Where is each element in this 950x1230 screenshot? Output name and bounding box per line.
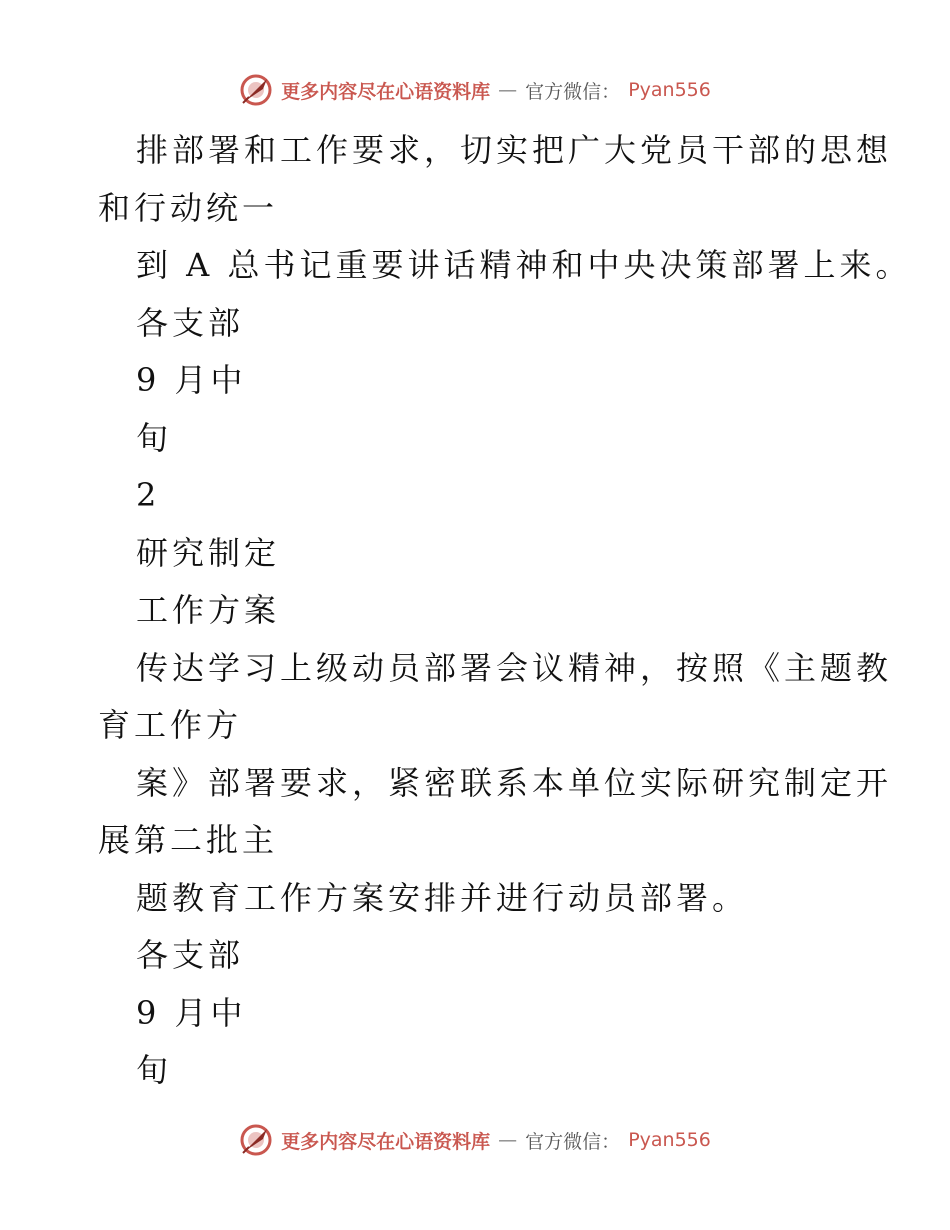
body-line: 各支部 (136, 936, 245, 974)
body-line: 旬 (136, 1051, 173, 1089)
watermark-dash: — (498, 79, 518, 101)
body-line: 案》部署要求，紧密联系本单位实际研究制定开 (136, 763, 893, 802)
watermark-official-label: 官方微信： (525, 1130, 621, 1153)
body-line: 题教育工作方案安排并进行动员部署。 (136, 878, 749, 917)
body-line: 传达学习上级动员部署会议精神，按照《主题教 (136, 648, 893, 687)
body-line: 旬 (136, 418, 173, 457)
body-line: 展第二批主 (98, 821, 279, 859)
document-body (98, 122, 912, 1100)
quill-seal-icon (239, 73, 273, 107)
quill-seal-icon (239, 1123, 273, 1157)
header-watermark (0, 70, 950, 110)
body-line: 育工作方 (98, 706, 243, 744)
body-line: 2 (136, 476, 161, 514)
body-line: 和行动统一 (98, 188, 279, 227)
body-line: 工作方案 (136, 591, 281, 629)
body-line: 研究制定 (136, 533, 281, 572)
watermark-site-name: 更多内容尽在心语资料库 (281, 1130, 491, 1153)
body-line: 各支部 (136, 303, 245, 342)
watermark-official-label: 官方微信： (525, 80, 621, 103)
watermark-wechat-id: Pyan556 (628, 79, 711, 101)
body-line: 9 月中 (136, 993, 247, 1032)
watermark-site-name: 更多内容尽在心语资料库 (281, 80, 491, 103)
body-line: 排部署和工作要求，切实把广大党员干部的思想 (136, 131, 893, 169)
body-line: 到 A 总书记重要讲话精神和中央决策部署上来。 (136, 246, 912, 284)
watermark-dash: — (498, 1129, 518, 1151)
watermark-wechat-id: Pyan556 (628, 1129, 711, 1151)
body-line: 9 月中 (136, 361, 247, 399)
footer-watermark (0, 1120, 950, 1160)
